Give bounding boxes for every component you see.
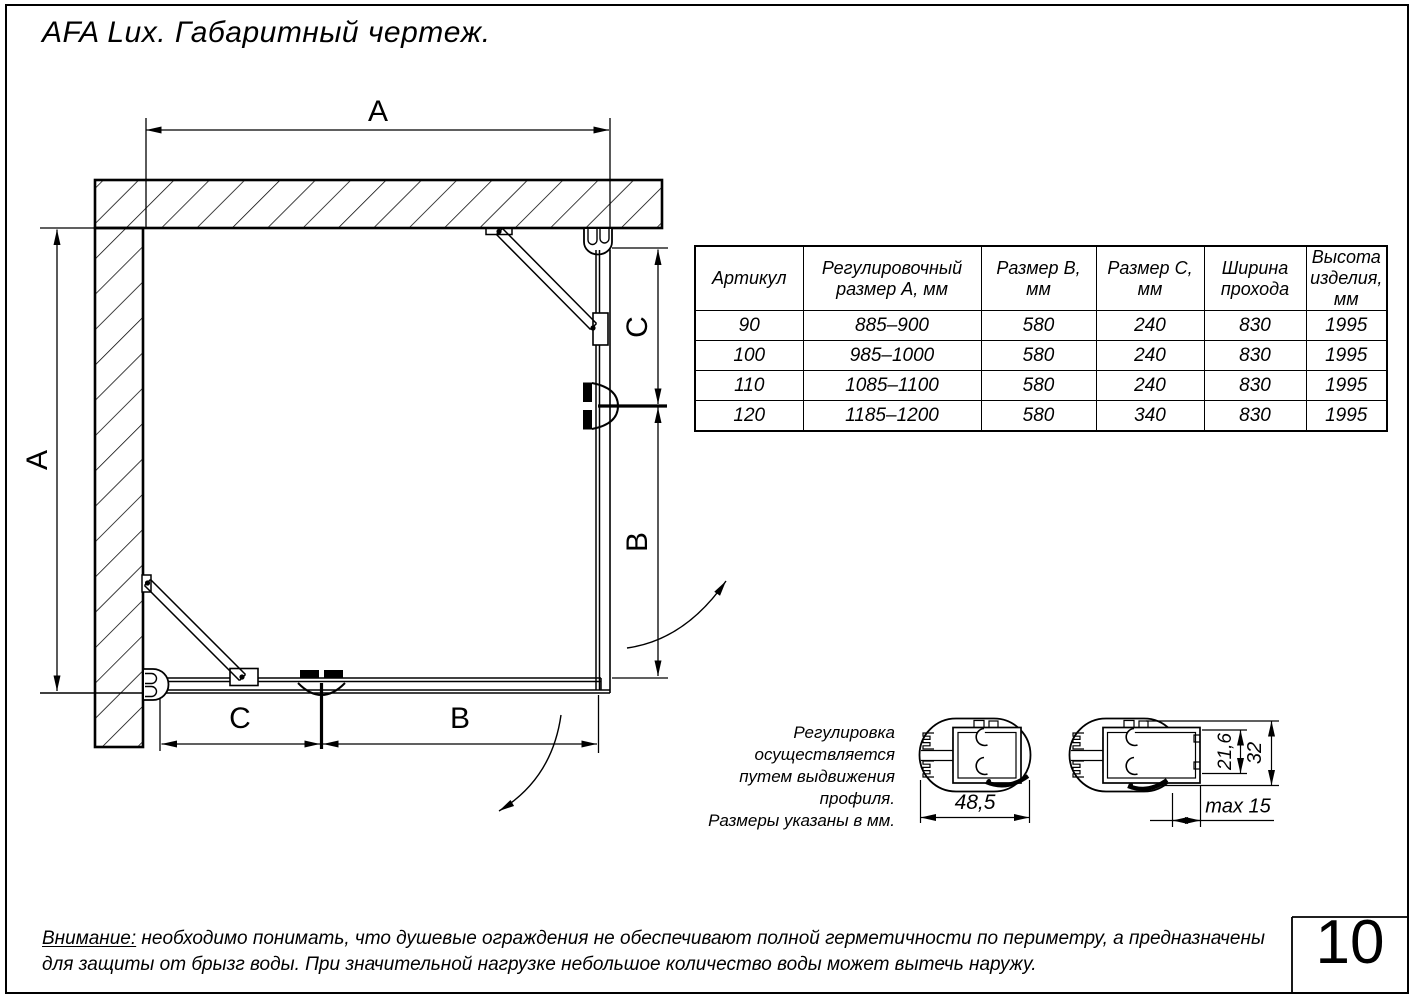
page-frame — [6, 5, 1408, 993]
table-header-row — [695, 246, 1387, 311]
warning-line: Внимание: необходимо понимать, что душевые ограждения не обеспечивают полной герметичности по периметру, а предназначены — [42, 928, 1265, 949]
cell: 1185–1200 — [803, 401, 981, 432]
cell: 580 — [981, 371, 1096, 401]
dimension-cb-bottom — [160, 695, 599, 753]
cell: 1085–1100 — [803, 371, 981, 401]
cell: 240 — [1096, 341, 1204, 371]
cell: 985–1000 — [803, 341, 981, 371]
swing-arrow-lower — [499, 715, 561, 811]
cell: 830 — [1204, 341, 1306, 371]
dim-label-a-top: A — [367, 95, 389, 128]
cell: 580 — [981, 311, 1096, 341]
dimension-a-left — [21, 228, 96, 691]
table-row — [695, 311, 1387, 341]
table-row — [695, 371, 1387, 401]
dim-label-inner-height: 21,6 — [1215, 733, 1236, 770]
dim-label-b-bottom: B — [449, 702, 471, 735]
support-brace-top — [486, 229, 597, 331]
warning-label: Внимание: — [42, 928, 137, 949]
dimension-max-extension — [1150, 786, 1274, 827]
wall-section — [95, 180, 662, 747]
cell: 830 — [1204, 311, 1306, 341]
profile-section-extended — [1070, 719, 1280, 828]
header-cell-size-a: Регулировочный размер А, мм — [803, 246, 981, 311]
header-cell-size-b: Размер В, мм — [981, 246, 1096, 311]
side-panel-right — [486, 229, 667, 694]
cell: 1995 — [1306, 401, 1387, 432]
page-title: AFA Lux. Габаритный чертеж. — [42, 16, 491, 49]
profile-section-retracted — [920, 719, 1031, 824]
cell: 340 — [1096, 401, 1204, 432]
dim-label-width: 48,5 — [954, 791, 996, 814]
header-cell-size-c: Размер С, мм — [1096, 246, 1204, 311]
cell: 1995 — [1306, 371, 1387, 401]
support-brace-bottom — [142, 575, 246, 681]
cell: 580 — [981, 341, 1096, 371]
cell: 110 — [695, 371, 803, 401]
cell: 830 — [1204, 401, 1306, 432]
cell: 240 — [1096, 371, 1204, 401]
sizes-table — [694, 245, 1388, 432]
dim-label-max-extension: max 15 — [1205, 795, 1271, 818]
header-cell-pass-width: Ширина прохода — [1204, 246, 1306, 311]
cell: 100 — [695, 341, 803, 371]
cell: 120 — [695, 401, 803, 432]
dim-label-c-right: C — [621, 316, 654, 338]
cell: 1995 — [1306, 311, 1387, 341]
page-number: 10 — [1315, 908, 1385, 977]
table-row — [695, 341, 1387, 371]
cell: 580 — [981, 401, 1096, 432]
cell: 885–900 — [803, 311, 981, 341]
sliding-insert — [1103, 728, 1200, 784]
warning-line: для защиты от брызг воды. При значительной нагрузке небольшое количество воды может вытечь наружу. — [42, 954, 1037, 975]
adjustment-note — [660, 722, 895, 832]
cell: 90 — [695, 311, 803, 341]
dimension-inner-height — [1202, 730, 1247, 774]
dim-label-c-bottom: C — [229, 702, 251, 735]
note-line: Регулировка осуществляется — [754, 723, 895, 764]
dim-label-b-right: B — [621, 531, 654, 553]
header-cell-article: Артикул — [695, 246, 803, 311]
warning-text — [42, 926, 1277, 978]
dim-label-outer-height: 32 — [1244, 741, 1266, 765]
swing-arrow-upper — [627, 581, 726, 648]
note-line: Размеры указаны в мм. — [708, 811, 895, 830]
cell: 240 — [1096, 311, 1204, 341]
table-row — [695, 401, 1387, 432]
dim-label-a-left: A — [21, 449, 54, 471]
cell: 1995 — [1306, 341, 1387, 371]
note-line: путем выдвижения профиля. — [739, 767, 895, 808]
header-cell-height: Высота изделия, мм — [1306, 246, 1387, 311]
cell: 830 — [1204, 371, 1306, 401]
dimension-cb-right — [612, 248, 668, 678]
